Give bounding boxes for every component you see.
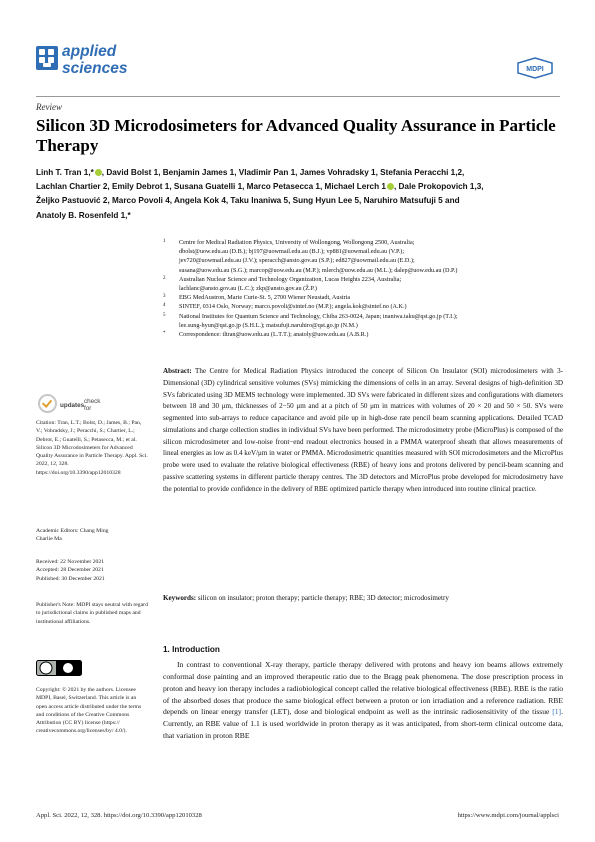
abstract-label: Abstract: — [163, 367, 192, 375]
svg-text:MDPI: MDPI — [526, 66, 544, 73]
affiliation-row: jev720@uowmail.edu.au (J.V.); speracch@ansto.gov.au (S.P.); ed827@uowmail.edu.au (E.D.); — [179, 257, 415, 265]
journal-logo-icon — [36, 46, 58, 70]
introduction-text: In contrast to conventional X-ray therapy, particle therapy delivered with protons and heavy ion beams allows extremely conformal dose painting and an improved therapeutic ratio due to the Bragg peak phenomena. The dose prescription process in proton and heavy ion therapy includes a radiobiological concept called the relative biological effectiveness (RBE). RBE is the ratio of the absorbed doses that produce the same biological effect between a proton or ion irradiation and a reference radiation. RBE depends on linear energy transfer (LET), dose and biological endpoint as well as the intrinsic radiosensitivity of the tissue [1]. Currently, an RBE value of 1.1 is used worldwide in proton therapy as it was anticipated, from short-term clinical outcome data, that variation in proton RBE — [163, 660, 563, 741]
citation: Citation: Tran, L.T.; Bolst, D.; James, B.; Pan, V.; Vohradsky, J.; Peracchi, S.; Chartier, L.; Debrot, E.; Guatelli, S.; Petasecca, M.; et al. Silicon 3D Microdosimeters for Advanced Quality Assurance in Particle Therapy. Appl. Sci. 2022, 12, 328. https://doi.org/10.3390/app12010328 — [36, 420, 148, 476]
journal-name: applied sciences — [62, 43, 128, 77]
section-heading: 1. Introduction — [163, 645, 220, 654]
affiliation-row: susana@uow.edu.au (S.G.); marcop@uow.edu.au (M.P.); mlerch@uow.edu.au (M.L.); dalep@uow.edu.au (D.P.) — [179, 266, 458, 274]
publisher-note: Publisher's Note: MDPI stays neutral with regard to jurisdictional claims in published maps and institutional affiliations. — [36, 602, 148, 625]
keywords — [163, 593, 563, 603]
mdpi-logo-icon — [516, 57, 554, 79]
affiliation-row: lachlanc@ansto.gov.au (L.C.); zkp@ansto.gov.au (Ž.P.) — [179, 285, 317, 293]
orcid-icon[interactable] — [387, 183, 394, 190]
affiliation-row: 1 Centre for Medical Radiation Physics, University of Wollongong, Wollongong 2500, Australia; — [163, 239, 415, 246]
author-line: Željko Pastuović 2, Marco Povoli 4, Angela Kok 4, Taku Inaniwa 5, Sung Hyun Lee 5, Naruhiro Matsufuji 5 and — [36, 196, 460, 206]
affiliation-row: dbolst@uow.edu.au (D.B.); bj197@uowmail.edu.au (B.J.); vp881@uowmail.edu.au (V.P.); — [179, 248, 405, 256]
orcid-icon[interactable] — [95, 169, 102, 176]
dates — [36, 558, 148, 583]
copyright: Copyright: © 2021 by the authors. Licensee MDPI, Basel, Switzerland. This article is an open access article distributed under the terms and conditions of the Creative Commons Attribution (CC BY) license (https:// creativecommons.org/licenses/by/ 4.0/). — [36, 687, 142, 735]
abstract — [163, 366, 563, 495]
author-list: Linh T. Tran 1,* , David Bolst 1, Benjamin James 1, Vladimir Pan 1, James Vohradsky 1, Stefania Peracchi 1,2, Lachlan Chartier 2, Emily Debrot 1, Susana Guatelli 1, Marco Petasecca 1, Michael Lerch 1 , Dale Prokopovich 1,3, Željko Pastuović 2, Marco Povoli 4, Angela Kok 4, Taku Inaniwa 5, Sung Hyun Lee 5, Naruhiro Matsufuji 5 and Anatoly B. Rosenfeld 1,* — [36, 168, 484, 220]
footer-journal-url[interactable]: https://www.mdpi.com/journal/applsci — [457, 812, 559, 819]
article-title: Silicon 3D Microdosimeters for Advanced Quality Assurance in Particle Therapy — [36, 116, 556, 155]
affiliation-row: 3 EBG MedAustron, Marie Curie-St. 5, 2700 Wiener Neustadt, Austria — [163, 294, 351, 302]
published-date: Published: 30 December 2021 — [36, 575, 105, 582]
keywords-text: silicon on insulator; proton therapy; particle therapy; RBE; 3D detector; microdosimetry — [197, 594, 449, 602]
check-updates-icon — [38, 394, 57, 413]
article-type: Review — [36, 102, 62, 112]
header-divider — [36, 96, 560, 97]
academic-editors: Academic Editors: Chang Ming Charlie Ma — [36, 528, 109, 543]
affiliation-row: 2 Australian Nuclear Science and Technology Organization, Lucas Heights 2234, Australia; — [163, 275, 402, 283]
author-line: Linh T. Tran 1,* — [36, 168, 94, 177]
reference-link[interactable]: [1] — [552, 707, 562, 717]
keywords-label: Keywords: — [163, 594, 197, 602]
affiliation-row: lee.sung-hyun@qst.go.jp (S.H.L.); matsufuji.naruhiro@qst.go.jp (N.M.) — [179, 321, 358, 329]
author-line: Anatoly B. Rosenfeld 1,* — [36, 210, 131, 220]
author-line: David Bolst 1, Benjamin James 1, Vladimir Pan 1, James Vohradsky 1, Stefania Peracchi 1,2, — [106, 168, 465, 177]
abstract-text: The Centre for Medical Radiation Physics introduced the concept of Silicon On Insulator (SOI) microdosimeters with 3-Dimensional (3D) cylindrical sensitive volumes (SVs) mimicking the dimensions of cells in an array. Several designs of high-definition 3D SVs fabricated using 3D MEMS technology were implemented. 3D SVs were fabricated in different sizes and configurations with diameters between 18 and 30 μm, thicknesses of 2−50 μm and at a pitch of 50 μm in matrices with volumes of 20 × 20 and 50 × 50. SVs were segmented into sub-arrays to reduce capacitance and avoid pile up in high-dose rate pencil beam scanning applications. Detailed TCAD simulations and charge collection studies in individual SVs have been performed. The microdosimetry probe (MicroPlus) is composed of the silicon microdosimeter and low-noise front−end readout electronics housed in a PMMA waterproof sheath that allows measurements of lineal energies as low as 0.4 keV/μm in water or PMMA. Microdosimetric quantities measured with SOI microdosimeters and the MicroPlus probe were used to evaluate the relative biological effectiveness (RBE) of heavy ions and protons delivered by pencil-beam scanning and passive scattering systems in different particle therapy centres. The 3D detectors and MicroPlus probe developed for microdosimetry have the potential to provide confidence in the delivery of RBE optimized particle therapy when introduced into routine clinical practice. — [163, 367, 563, 493]
accepted-date: Accepted: 28 December 2021 — [36, 567, 104, 574]
affiliation-row: 4 SINTEF, 0314 Oslo, Norway; marco.povoli@sintef.no (M.P.); angela.kok@sintef.no (A.K.) — [163, 303, 407, 311]
check-for-updates-button[interactable]: check for updates — [36, 392, 126, 414]
author-line: Lachlan Chartier 2, Emily Debrot 1, Susana Guatelli 1, Marco Petasecca 1, Michael Lerch 1 — [36, 182, 386, 192]
affiliation-row: * Correspondence: tltran@uow.edu.au (L.T.T.); anatoly@uow.edu.au (A.B.R.) — [163, 331, 369, 339]
author-line: , Dale Prokopovich 1,3, — [393, 182, 484, 192]
affiliation-row: 5 National Institutes for Quantum Science and Technology, Chiba 263-0024, Japan; inaniwa.taku@qst.go.jp (T.I.); — [163, 312, 458, 320]
footer-citation: Appl. Sci. 2022, 12, 328. https://doi.org/10.3390/app12010328 — [36, 812, 202, 819]
received-date: Received: 22 November 2021 — [36, 559, 105, 565]
affiliations — [163, 238, 563, 339]
cc-by-license-icon[interactable] — [36, 660, 82, 676]
